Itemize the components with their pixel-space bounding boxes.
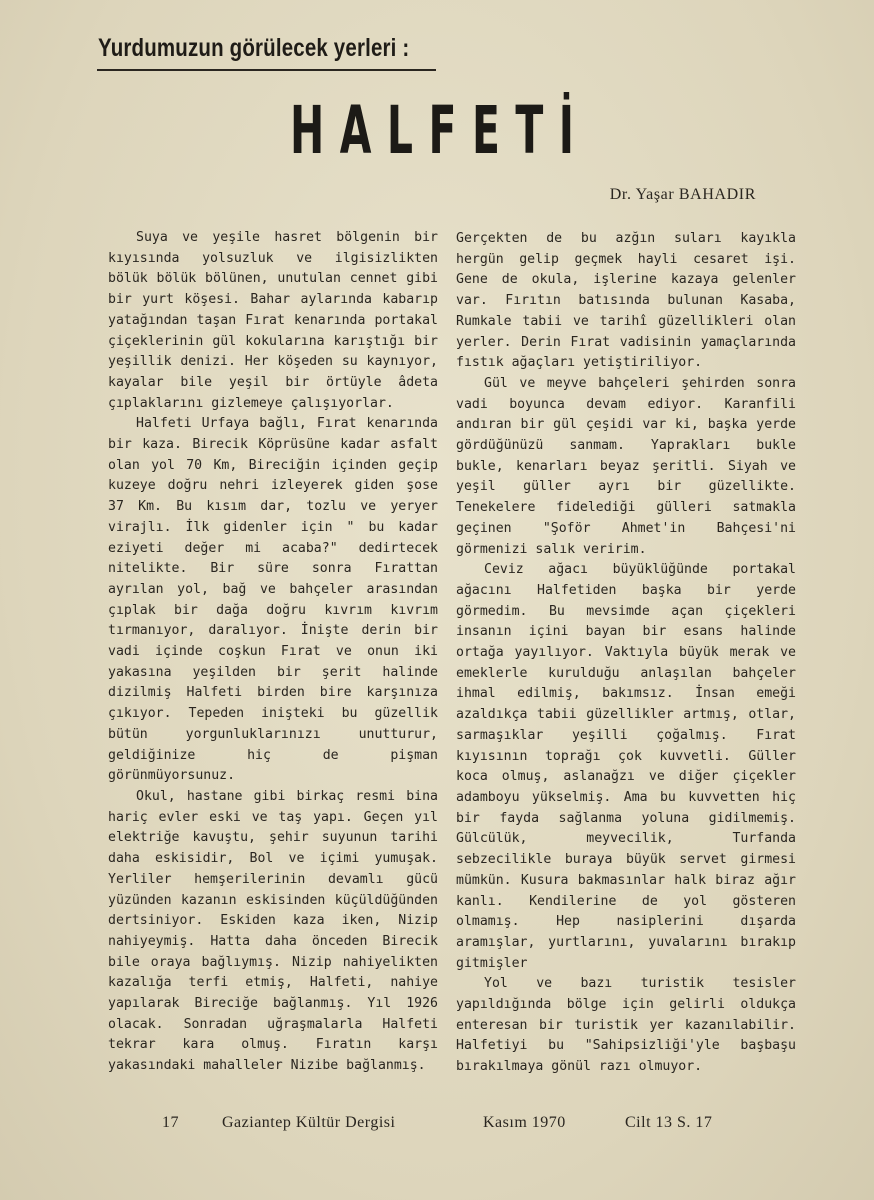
paragraph: Yol ve bazı turistik tesisler yapıldığında bölge için gelirli oldukça enteresan bir turistik yer kazanılabilir. Halfetiyi bu "Sahipsizliği'yle başbaşu bırakılmaya gönül razı olmuyor. — [456, 976, 796, 1075]
author-byline: Dr. Yaşar BAHADIR — [609, 186, 756, 203]
paragraph: Halfeti Urfaya bağlı, Fırat kenarında bir kaza. Birecik Köprüsüne kadar asfalt olan yol 70 Km, Bireciğin içinden geçip kuzeye doğru nehri izleyerek giden şose 37 Km. Bu kısım dar, tozlu ve yeryer virajlı. İlk gidenler için " bu kadar eziyeti değer mi acaba?" dedirtecek nitelikte. Bir süre sonra Fırattan ayrılan yol, bağ ve bahçeler arasından çıplak bir dağa doğru kıvrım kıvrım tırmanıyor, daralıyor. İnişte derin bir vadi içinde coşkun Fırat ve onun iki yakasına yeşilden bir şerit halinde dizilmiş Halfeti birden bire karşınıza çıkıyor. Tepeden inişteki bu güzellik bütün yorgunluklarınızı unutturur, geldiğinize hiç de pişman görünmüyorsunuz. — [108, 416, 438, 784]
page-number: 17 — [162, 1114, 179, 1131]
left-column — [108, 228, 438, 1077]
title-underline — [97, 69, 436, 71]
volume-issue: Cilt 13 S. 17 — [625, 1114, 713, 1131]
paragraph: Gerçekten de bu azğın suları kayıkla hergün gelip geçmek hayli cesaret işi. Gene de okula, işlerine kazaya gelenler var. Fırıtın batısında bulunan Kasaba, Rumkale tabii ve tarihî güzellikleri olan yerler. Derin Fırat vadisinin yamaçlarında fıstık ağaçları yetiştiriliyor. — [456, 231, 796, 371]
issue-date: Kasım 1970 — [483, 1114, 566, 1131]
paragraph: Gül ve meyve bahçeleri şehirden sonra vadi boyunca devam ediyor. Karanfili andıran bir gül çeşidi var ki, başka yerde gördüğünüzü sanmam. Yaprakları bukle bukle, kenarları beyaz şeritli. Siyah ve yeşil güller ayrı bir güzellikte. Tenekelere fidelediği gülleri satmakla geçinen "Şoför Ahmet'in Bahçesi'ni görmenizi salık veririm. — [456, 375, 796, 557]
paragraph: Ceviz ağacı büyüklüğünde portakal ağacını Halfetiden başka bir yerde görmedim. Bu mevsimde açan çiçekleri insanın içini bayan bir esans halinde ortağa yayılıyor. Vaktıyla büyük merak ve emeklerle kurulduğu anlaşılan bahçeler ihmal edilmiş, bakımsız. İnsan emeği azaldıkça tabii güzellikler artmış, otlar, sarmaşıklar yeşilli çoğalmış. Fırat kıyısının toprağı çok kuvvetli. Güller koca olmuş, aslanağzı ve diğer çiçekler adamboyu yükselmiş. Ama bu kuvvetten hiç bir fayda sağlanma yoluna gidilmemiş. Gülcülük, meyvecilik, Turfanda sebzecilikle buraya büyük servet girmesi mümkün. Kusura bakmasınlar halk biraz ağır kanlı. Kendilerine de yol gösteren olmamış. Hep nasiplerini dışarda aramışlar, yurtlarını, yuvalarını bırakıp gitmişler — [456, 562, 796, 971]
paragraph: Okul, hastane gibi birkaç resmi bina hariç evler eski ve taş yapı. Geçen yıl elektriğe kavuştu, şehir suyunun tarihi daha eskisidir, Bol ve içimi yumuşak. Yerliler hemşerilerinin devamlı gücü yüzünden kazanın eskisinden küçüldüğünden dertsiniyor. Eskiden kaza iken, Nizip nahiyeymiş. Hatta daha önceden Birecik bile oraya bağlıymış. Nizip nahiyelikten kazalığa terfi etmiş, Halfeti, nahiye yapılarak Bireciğe bağlanmış. Yıl 1926 olacak. Sonradan uğraşmalarla Halfeti tekrar kara olmuş. Fıratın karşı yakasındaki mahalleler Nizibe bağlanmış. — [108, 788, 438, 1074]
journal-name: Gaziantep Kültür Dergisi — [222, 1114, 396, 1131]
right-column — [456, 229, 796, 1078]
series-title: Yurdumuzun görülecek yerleri : — [98, 34, 410, 62]
paragraph: Suya ve yeşile hasret bölgenin bir kıyısında yolsuzluk ve ilgisizlikten bölük bölük bölünen, unutulan cennet gibi bir yurt köşesi. Bahar aylarında kabarıp yatağından taşan Fırat kenarında portakal çiçeklerinin gül kokularına karıştığı bir yeşillik denizi. Her köşeden su kaynıyor, kayalar bile yeşil bir örtüyle âdeta çıplaklarını gizlemeye çalışıyorlar. — [108, 230, 438, 411]
article-title: HALFETİ — [290, 92, 590, 169]
